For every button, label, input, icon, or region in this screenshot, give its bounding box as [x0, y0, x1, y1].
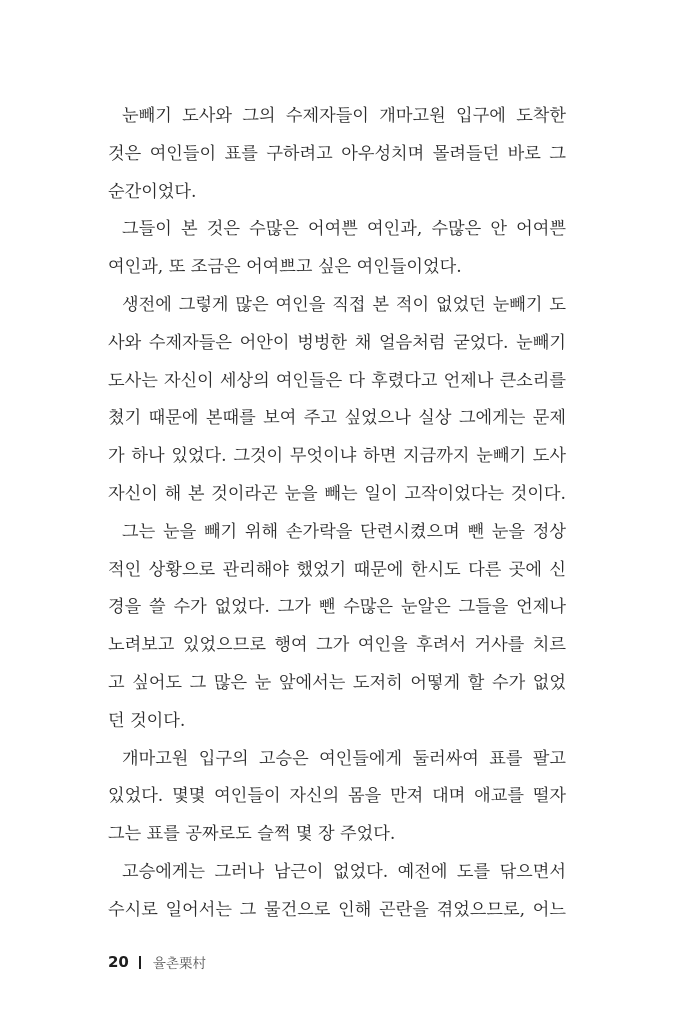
text-line: 자신이 해 본 것이라곤 눈을 빼는 일이 고작이었다는 것이다. — [108, 483, 566, 504]
text-line: 그는 눈을 빼기 위해 손가락을 단련시켰으며 뺀 눈을 정상 — [122, 521, 566, 542]
text-line: 쳤기 때문에 본때를 보여 주고 싶었으나 실상 그에게는 문제 — [108, 408, 566, 429]
text-line: 눈빼기 도사와 그의 수제자들이 개마고원 입구에 도착한 — [122, 106, 566, 126]
text-line: 그들이 본 것은 수많은 어여쁜 여인과, 수많은 안 어여쁜 — [122, 219, 566, 240]
page-number: 20 — [108, 953, 129, 971]
text-line: 그는 표를 공짜로도 슬쩍 몇 장 주었다. — [108, 824, 396, 845]
text-line: 사와 수제자들은 어안이 벙벙한 채 얼음처럼 굳었다. 눈빼기 — [108, 332, 566, 353]
text-line: 경을 쓸 수가 없었다. 그가 뺀 수많은 눈알은 그들을 언제나 — [108, 597, 566, 618]
text-line: 고 싶어도 그 많은 눈 앞에서는 도저히 어떻게 할 수가 없었 — [108, 672, 566, 693]
page-footer — [108, 950, 206, 974]
text-line: 생전에 그렇게 많은 여인을 직접 본 적이 없었던 눈빼기 도 — [122, 294, 566, 315]
book-title: 율촌栗村 — [152, 956, 206, 972]
text-line: 있었다. 몇몇 여인들이 자신의 몸을 만져 대며 애교를 떨자 — [108, 786, 566, 807]
text-line: 것은 여인들이 표를 구하려고 아우성치며 몰려들던 바로 그 — [108, 143, 566, 164]
text-line: 노려보고 있었으므로 행여 그가 여인을 후려서 거사를 치르 — [108, 635, 566, 656]
text-line: 도사는 자신이 세상의 여인들은 다 후렸다고 언제나 큰소리를 — [108, 370, 566, 391]
text-line: 가 하나 있었다. 그것이 무엇이냐 하면 지금까지 눈빼기 도사 — [108, 446, 566, 467]
text-line: 고승에게는 그러나 남근이 없었다. 예전에 도를 닦으면서 — [122, 861, 566, 882]
text-line: 개마고원 입구의 고승은 여인들에게 둘러싸여 표를 팔고 — [122, 748, 566, 769]
text-line: 여인과, 또 조금은 어여쁘고 싶은 여인들이었다. — [108, 257, 462, 278]
text-line: 적인 상황으로 관리해야 했었기 때문에 한시도 다른 곳에 신 — [108, 559, 566, 580]
body-text — [108, 98, 566, 930]
footer-separator — [139, 956, 141, 969]
text-line: 수시로 일어서는 그 물건으로 인해 곤란을 겪었으므로, 어느 — [108, 899, 566, 920]
text-line: 던 것이다. — [108, 710, 186, 731]
text-line: 순간이었다. — [108, 181, 197, 202]
